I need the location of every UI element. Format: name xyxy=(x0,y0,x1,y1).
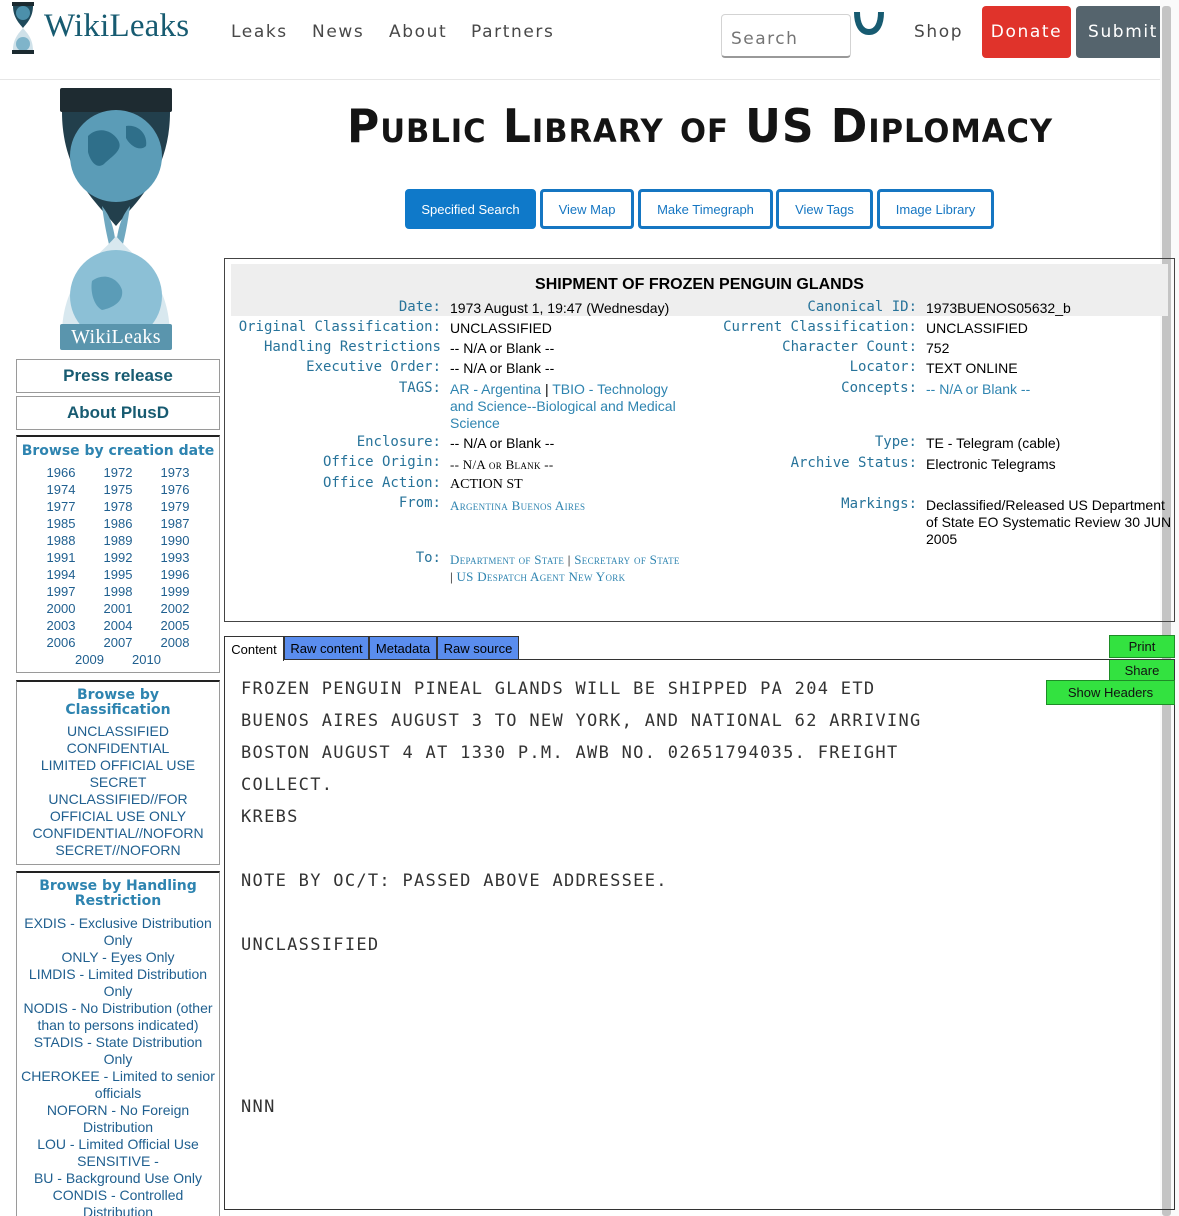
to-despatch-link[interactable]: US Despatch Agent New York xyxy=(456,569,626,584)
year-link[interactable]: 1986 xyxy=(103,516,133,531)
cable-text-line: NOTE BY OC/T: PASSED ABOVE ADDRESSEE. xyxy=(241,871,668,891)
sidebar-logo-text: WikiLeaks xyxy=(71,326,161,348)
handling-restrictions-value: -- N/A or Blank -- xyxy=(450,340,555,356)
from-label: From: xyxy=(398,495,441,511)
nav-partners[interactable]: Partners xyxy=(471,22,555,42)
browse-by-handling-panel xyxy=(16,871,220,1216)
year-link[interactable]: 1987 xyxy=(160,516,190,531)
executive-order-value: -- N/A or Blank -- xyxy=(450,360,555,376)
year-link[interactable]: 1974 xyxy=(46,482,76,497)
character-count-label: Character Count: xyxy=(782,339,917,355)
tab-content[interactable]: Content xyxy=(224,636,284,661)
cable-text-line: COLLECT. xyxy=(241,775,334,795)
original-classification-label: Original Classification: xyxy=(238,319,441,335)
handling-restrictions-label: Handling Restrictions xyxy=(263,339,441,355)
year-link[interactable]: 1988 xyxy=(46,533,76,548)
classification-link[interactable]: CONFIDENTIAL xyxy=(66,740,170,756)
make-timegraph-button[interactable]: Make Timegraph xyxy=(638,189,773,229)
wikileaks-hourglass-logo-icon[interactable] xyxy=(52,86,180,356)
year-link[interactable]: 1979 xyxy=(160,499,190,514)
archive-status-value: Electronic Telegrams xyxy=(926,456,1056,472)
concepts-link[interactable]: -- N/A or Blank -- xyxy=(926,381,1031,397)
year-link[interactable]: 1998 xyxy=(103,584,133,599)
concepts-label: Concepts: xyxy=(841,380,917,396)
view-map-button[interactable]: View Map xyxy=(540,189,634,229)
handling-restriction-link[interactable]: CHEROKEE - Limited to senior officials xyxy=(21,1068,215,1101)
browse-by-classification-title: Browse by Classification xyxy=(65,687,171,718)
office-action-value: ACTION ST xyxy=(450,477,523,492)
to-value xyxy=(450,551,695,585)
browse-by-date-title: Browse by creation date xyxy=(21,443,215,459)
cable-text-line: UNCLASSIFIED xyxy=(241,935,380,955)
cable-title: SHIPMENT OF FROZEN PENGUIN GLANDS xyxy=(535,276,864,293)
year-link[interactable]: 2006 xyxy=(46,635,76,650)
character-count-value: 752 xyxy=(926,340,950,356)
year-link[interactable]: 1993 xyxy=(160,550,190,565)
year-link[interactable]: 1985 xyxy=(46,516,76,531)
year-link[interactable]: 1966 xyxy=(46,465,76,480)
enclosure-label: Enclosure: xyxy=(356,434,441,450)
markings-value: Declassified/Released US Department of State EO Systematic Review 30 JUN 2005 xyxy=(926,497,1172,547)
nav-news[interactable]: News xyxy=(312,22,365,42)
image-library-button[interactable]: Image Library xyxy=(877,189,994,229)
tab-metadata[interactable]: Metadata xyxy=(369,636,437,660)
office-action-label: Office Action: xyxy=(322,475,441,491)
search-box xyxy=(721,14,851,58)
nav-about[interactable]: About xyxy=(389,22,448,42)
canonical-id-label: Canonical ID: xyxy=(807,299,917,315)
handling-restriction-link[interactable]: NODIS - No Distribution (other than to persons indicated) xyxy=(23,1000,213,1033)
year-link[interactable]: 2007 xyxy=(103,635,133,650)
to-label: To: xyxy=(415,550,441,566)
locator-value: TEXT ONLINE xyxy=(926,360,1018,376)
year-link[interactable]: 1978 xyxy=(103,499,133,514)
archive-status-label: Archive Status: xyxy=(790,455,917,471)
year-link[interactable]: 1976 xyxy=(160,482,190,497)
year-link[interactable]: 1992 xyxy=(103,550,133,565)
print-button[interactable]: Print xyxy=(1109,635,1175,658)
year-link[interactable]: 2003 xyxy=(46,618,76,633)
classification-link[interactable]: UNCLASSIFIED xyxy=(67,723,169,739)
enclosure-value: -- N/A or Blank -- xyxy=(450,435,555,451)
browse-by-handling-title: Browse by Handling Restriction xyxy=(39,878,197,909)
wikileaks-logo[interactable] xyxy=(6,0,196,56)
handling-list xyxy=(17,915,219,1216)
submit-button[interactable]: Submit xyxy=(1076,6,1170,58)
office-origin-label: Office Origin: xyxy=(322,454,441,470)
markings-label: Markings: xyxy=(841,496,917,512)
top-nav xyxy=(0,0,1179,80)
year-link[interactable]: 2010 xyxy=(132,652,161,667)
handling-restriction-link[interactable]: LIMDIS - Limited Distribution Only xyxy=(28,966,208,999)
show-headers-button[interactable]: Show Headers xyxy=(1046,680,1175,705)
view-tags-button[interactable]: View Tags xyxy=(776,189,873,229)
year-link[interactable]: 1994 xyxy=(46,567,76,582)
classification-link[interactable]: UNCLASSIFIED//FOR OFFICIAL USE ONLY xyxy=(48,791,188,824)
year-link[interactable]: 1990 xyxy=(160,533,190,548)
year-link[interactable]: 1975 xyxy=(103,482,133,497)
tag-tbio-link[interactable]: TBIO - Technology and Science--Biological and Medical Science xyxy=(450,381,676,431)
date-value: 1973 August 1, 19:47 (Wednesday) xyxy=(450,300,670,316)
year-last-row xyxy=(17,651,219,668)
current-classification-label: Current Classification: xyxy=(723,319,917,335)
year-link[interactable]: 2000 xyxy=(46,601,76,616)
classification-list xyxy=(17,723,219,859)
year-link[interactable]: 1999 xyxy=(160,584,190,599)
handling-restriction-link[interactable]: BU - Background Use Only xyxy=(33,1170,203,1186)
year-link[interactable]: 1996 xyxy=(160,567,190,582)
office-origin-value: -- N/A or Blank -- xyxy=(450,457,554,472)
share-button[interactable]: Share xyxy=(1109,659,1175,682)
year-link[interactable]: 1973 xyxy=(160,465,190,480)
year-link[interactable]: 1989 xyxy=(103,533,133,548)
date-label: Date: xyxy=(398,299,441,315)
hourglass-logo-icon xyxy=(8,0,38,56)
handling-restriction-link[interactable]: STADIS - State Distribution Only xyxy=(33,1034,203,1067)
to-separator: | xyxy=(450,569,457,584)
nav-leaks[interactable]: Leaks xyxy=(231,22,288,42)
cable-text-line: NNN xyxy=(241,1097,276,1117)
specified-search-button[interactable]: Specified Search xyxy=(405,189,536,229)
cable-text-line: KREBS xyxy=(241,807,299,827)
browse-by-classification-panel xyxy=(16,680,220,865)
handling-restriction-link[interactable]: LOU - Limited Official Use xyxy=(37,1136,199,1152)
handling-restriction-link[interactable]: CONDIS - Controlled Distribution xyxy=(52,1187,184,1216)
year-link[interactable]: 1972 xyxy=(103,465,133,480)
tab-raw-source[interactable]: Raw source xyxy=(437,636,519,660)
canonical-id-value: 1973BUENOS05632_b xyxy=(926,300,1071,316)
from-link[interactable]: Argentina Buenos Aires xyxy=(450,498,586,513)
classification-link[interactable]: CONFIDENTIAL//NOFORN xyxy=(32,825,204,841)
classification-link[interactable]: LIMITED OFFICIAL USE xyxy=(40,757,196,773)
page-title-text: Public Library of US Diplomacy xyxy=(347,99,1053,153)
handling-restriction-link[interactable]: SENSITIVE - xyxy=(77,1153,159,1169)
browse-by-date-panel xyxy=(16,435,220,673)
locator-label: Locator: xyxy=(849,359,917,375)
press-release-button[interactable]: Press release xyxy=(16,359,220,393)
page-title xyxy=(342,94,1058,154)
handling-restriction-link[interactable]: EXDIS - Exclusive Distribution Only xyxy=(24,915,212,948)
tab-raw-content[interactable]: Raw content xyxy=(284,636,369,660)
year-link[interactable]: 2005 xyxy=(160,618,190,633)
current-classification-value: UNCLASSIFIED xyxy=(926,320,1028,336)
tags-value xyxy=(450,381,690,432)
year-link[interactable]: 1977 xyxy=(46,499,76,514)
year-link[interactable]: 2002 xyxy=(160,601,190,616)
search-input[interactable] xyxy=(722,15,850,56)
brand-name: WikiLeaks xyxy=(44,8,190,44)
cable-text-line: FROZEN PENGUIN PINEAL GLANDS WILL BE SHIPPED PA 204 ETD xyxy=(241,679,876,699)
classification-link[interactable]: SECRET//NOFORN xyxy=(55,842,181,858)
year-link[interactable]: 2004 xyxy=(103,618,133,633)
cable-text-line: BUENOS AIRES AUGUST 3 TO NEW YORK, AND NATIONAL 62 ARRIVING xyxy=(241,711,922,731)
type-label: Type: xyxy=(874,434,917,450)
classification-link[interactable]: SECRET xyxy=(89,774,147,790)
executive-order-label: Executive Order: xyxy=(306,359,441,375)
year-link[interactable]: 1991 xyxy=(46,550,76,565)
to-separator: | xyxy=(564,552,575,567)
donate-button[interactable]: Donate xyxy=(982,6,1071,58)
tag-ar-link[interactable]: AR - Argentina xyxy=(450,381,542,397)
cable-content-panel xyxy=(224,659,1175,1210)
to-department-link[interactable]: Department of State xyxy=(450,552,565,567)
year-link[interactable]: 2008 xyxy=(160,635,190,650)
handling-restriction-link[interactable]: ONLY - Eyes Only xyxy=(61,949,175,965)
year-grid xyxy=(17,464,219,651)
about-plusd-button[interactable]: About PlusD xyxy=(16,396,220,430)
tag-separator: | xyxy=(541,381,553,397)
tags-label: TAGS: xyxy=(398,380,441,396)
cable-text-line: BOSTON AUGUST 4 AT 1330 P.M. AWB NO. 02651794035. FREIGHT xyxy=(241,743,899,763)
type-value: TE - Telegram (cable) xyxy=(926,435,1061,451)
year-link[interactable]: 1995 xyxy=(103,567,133,582)
year-link[interactable]: 2009 xyxy=(75,652,104,667)
original-classification-value: UNCLASSIFIED xyxy=(450,320,552,336)
search-icon[interactable] xyxy=(852,10,884,42)
year-link[interactable]: 2001 xyxy=(103,601,133,616)
handling-restriction-link[interactable]: NOFORN - No Foreign Distribution xyxy=(46,1102,190,1135)
cable-metadata-panel xyxy=(224,258,1175,622)
nav-shop[interactable]: Shop xyxy=(914,22,964,42)
to-secretary-link[interactable]: Secretary of State xyxy=(574,552,680,567)
year-link[interactable]: 1997 xyxy=(46,584,76,599)
